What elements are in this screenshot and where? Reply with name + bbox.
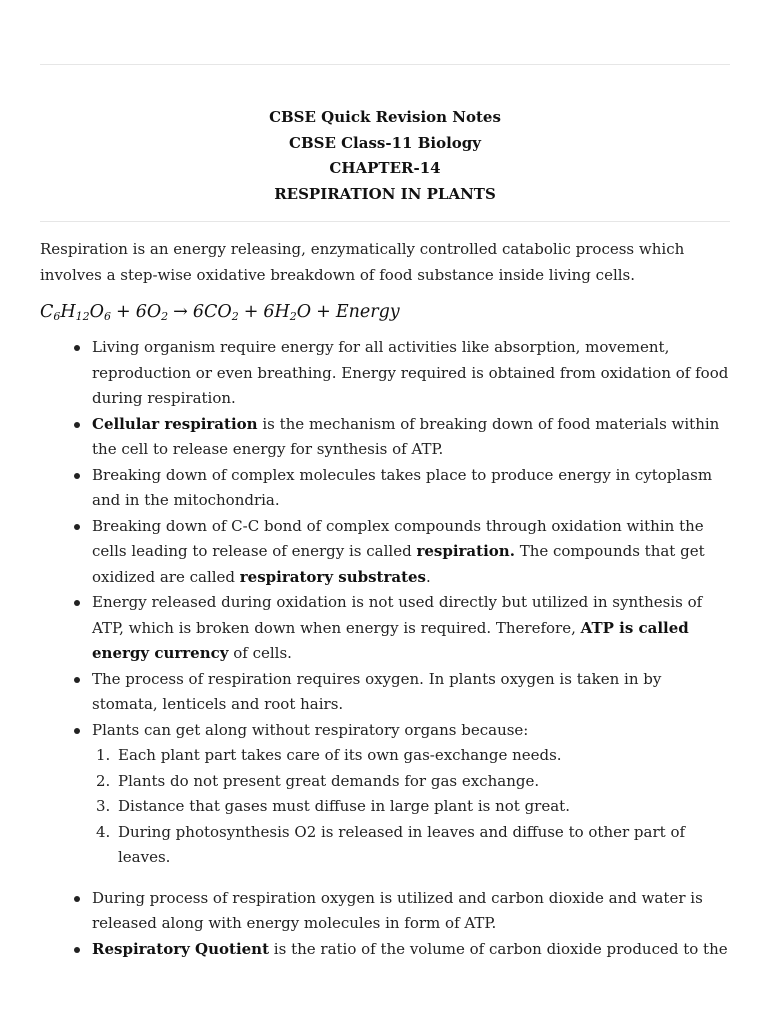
list-item <box>40 412 730 463</box>
bold-term: Cellular respiration <box>92 414 258 433</box>
bullet-icon <box>74 345 80 351</box>
eq-co2-sub: 2 <box>231 310 239 323</box>
bullet-icon <box>74 422 80 428</box>
eq-oxygen-sub: 6 <box>104 310 112 323</box>
bold-term: respiration. <box>416 542 515 560</box>
eq-co2: 6CO <box>192 302 232 322</box>
list-item-text: The process of respiration requires oxygen. In plants oxygen is taken in by stomata, lenticels and root hairs. <box>92 669 662 713</box>
sublist-item <box>92 820 730 871</box>
list-item-text: Living organism require energy for all activities like absorption, movement, reproduction or even breathing. Energy required is obtained from oxidation of food during respiration. <box>92 338 729 407</box>
list-item-text: . <box>426 567 431 586</box>
list-item-text: is the ratio of the volume of carbon dioxide produced to the <box>269 939 728 958</box>
list-item-text: is the mechanism of breaking down of food materials within the cell to release energy for synthesis of ATP. <box>92 414 720 458</box>
item-number: 3. <box>96 797 111 815</box>
bold-term: respiratory substrates <box>239 567 427 586</box>
eq-arrow: → <box>173 302 188 322</box>
header-line-2: CBSE Class-11 Biology <box>289 133 481 152</box>
sublist-item <box>92 743 730 769</box>
list-item <box>40 886 730 937</box>
item-number: 4. <box>96 822 111 841</box>
sublist-item-text: During photosynthesis O2 is released in leaves and diffuse to other part of leaves. <box>118 822 686 866</box>
list-item <box>40 937 730 963</box>
eq-o2: 6O <box>135 302 162 322</box>
eq-oxygen: O <box>89 302 105 322</box>
bullet-icon <box>74 524 80 530</box>
eq-h2o-a: 6H <box>263 302 290 322</box>
list-item <box>40 590 730 667</box>
numbered-sublist <box>92 743 730 871</box>
bold-term: ATP is called energy currency <box>92 618 689 662</box>
header-line-4: RESPIRATION IN PLANTS <box>274 184 496 203</box>
list-item-text: During process of respiration oxygen is utilized and carbon dioxide and water is released along with energy molecules in form of ATP. <box>92 888 703 932</box>
list-item-text: The compounds that get oxidized are called <box>92 542 705 586</box>
list-item-text: Energy released during oxidation is not used directly but utilized in synthesis of ATP, which is broken down when energy is required. Therefore, <box>92 593 703 637</box>
list-item <box>40 514 730 591</box>
header-line-3: CHAPTER-14 <box>329 159 441 177</box>
list-item <box>40 463 730 514</box>
eq-plus-1: + <box>116 302 131 322</box>
bullet-icon <box>74 728 80 734</box>
list-item <box>40 667 730 718</box>
header-divider <box>40 221 730 222</box>
list-item-text: Breaking down of C-C bond of complex compounds through oxidation within the cells leading to release of energy is called <box>92 516 704 560</box>
eq-carbon: C <box>40 302 54 322</box>
eq-energy: Energy <box>335 302 400 322</box>
eq-plus-2: + <box>243 302 259 322</box>
sublist-item-text: Each plant part takes care of its own gas-exchange needs. <box>118 746 562 764</box>
sublist-item <box>92 794 730 820</box>
list-item <box>40 335 730 412</box>
notes-list <box>40 335 730 962</box>
list-item <box>40 718 730 871</box>
eq-h2o-sub: 2 <box>289 310 297 323</box>
bullet-icon <box>74 677 80 683</box>
sublist-item-text: Plants do not present great demands for gas exchange. <box>118 771 540 790</box>
sublist-item <box>92 769 730 795</box>
item-number: 1. <box>96 746 111 764</box>
eq-carbon-sub: 6 <box>53 310 61 323</box>
eq-hydrogen-sub: 12 <box>75 310 90 323</box>
respiration-equation <box>40 299 730 325</box>
top-divider <box>40 64 730 65</box>
document-header <box>40 105 730 207</box>
document-body <box>40 237 730 962</box>
bullet-icon <box>74 473 80 479</box>
bullet-icon <box>74 947 80 953</box>
sublist-item-text: Distance that gases must diffuse in large plant is not great. <box>118 797 570 815</box>
list-item-text: of cells. <box>228 644 292 662</box>
bullet-icon <box>74 600 80 606</box>
bullet-icon <box>74 896 80 902</box>
eq-hydrogen: H <box>60 302 76 322</box>
eq-o2-sub: 2 <box>161 310 169 323</box>
intro-paragraph: Respiration is an energy releasing, enzymatically controlled catabolic process which involves a step-wise oxidative breakdown of food substance inside living cells. <box>40 240 685 284</box>
list-item-text: Breaking down of complex molecules takes place to produce energy in cytoplasm and in the mitochondria. <box>92 465 713 509</box>
header-line-1: CBSE Quick Revision Notes <box>269 108 501 126</box>
eq-h2o-b: O <box>296 302 312 322</box>
bold-term: Respiratory Quotient <box>92 939 270 958</box>
list-item-text: Plants can get along without respiratory organs because: <box>92 720 529 739</box>
item-number: 2. <box>96 771 111 790</box>
eq-plus-3: + <box>316 302 331 322</box>
